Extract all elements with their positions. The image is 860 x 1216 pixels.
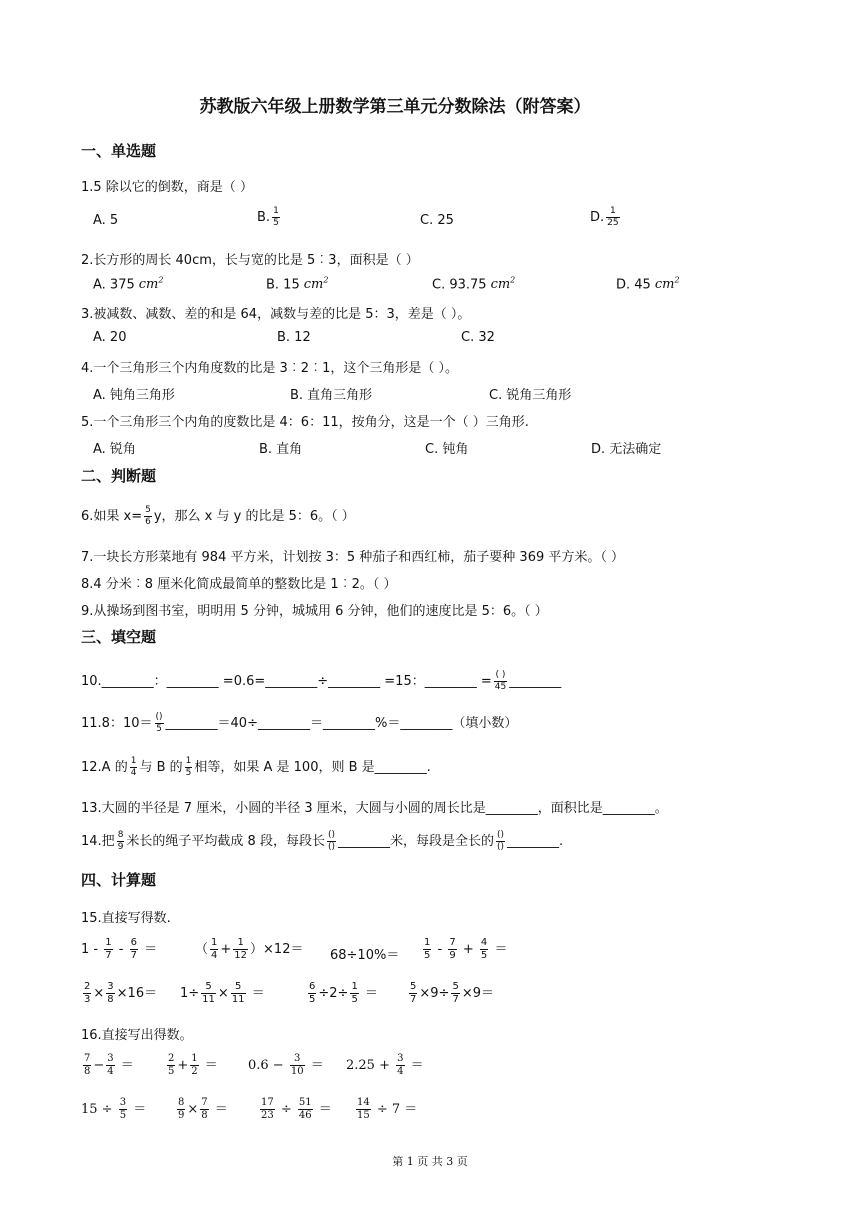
question-9: 9.从操场到图书室，明明用 5 分钟，城城用 6 分钟，他们的速度比是 5：6。（ ） <box>81 604 548 619</box>
option-d: D. 无法确定 <box>591 442 662 457</box>
expression: $\frac{2}{3}$ × $\frac{3}{8}$ ×16＝ <box>84 981 158 1005</box>
question-7: 7.一块长方形菜地有 984 平方米，计划按 3：5 种茄子和西红柿，茄子要种 369 平方米。（ ） <box>81 550 624 565</box>
section-heading: 一、单选题 <box>81 142 157 160</box>
section-heading: 三、填空题 <box>81 628 157 646</box>
expression: 0.6 − $\frac{3}{10}$ ＝ <box>248 1053 324 1077</box>
question-11: 11.8：10＝ $\frac{()}{5}$ ________＝40÷________＝________%＝________（填小数） <box>81 712 518 734</box>
question-3: 3.被减数、减数、差的和是 64，减数与差的比是 5：3，差是（ ）。 <box>81 307 471 322</box>
question-15: 15.直接写得数. <box>81 911 171 926</box>
expression: $\frac{7}{8}$ − $\frac{3}{4}$ ＝ <box>84 1053 134 1077</box>
question-14: 14.把 $\frac{8}{9}$ 米长的绳子平均截成 8 段，每段长 $\frac{()}{()}$ ________米，每段是全长的 $\frac{()}{()}$ ________. <box>81 830 564 852</box>
option-d: D. $\frac{1}{25}$ <box>590 206 619 228</box>
page-title: 苏教版六年级上册数学第三单元分数除法（附答案） <box>199 97 591 117</box>
section-heading: 四、计算题 <box>81 871 157 889</box>
option-b: B. 直角三角形 <box>290 388 373 403</box>
option-c: C. 钝角 <box>425 442 469 457</box>
option-c: C. 32 <box>461 330 495 345</box>
expression: $\frac{6}{5}$ ÷2÷ $\frac{1}{5}$ ＝ <box>309 981 378 1005</box>
question-6: 6.如果 x= $\frac{5}{6}$ y，那么 x 与 y 的比是 5：6。（ ） <box>81 505 355 527</box>
expression: $\frac{14}{15}$ ÷ 7 ＝ <box>357 1097 418 1121</box>
question-13: 13.大圆的半径是 7 厘米，小圆的半径 3 厘米，大圆与小圆的周长比是________，面积比是________。 <box>81 801 668 816</box>
option-a: A. 5 <box>93 213 119 228</box>
option-b: B. 12 <box>277 330 311 345</box>
option-d: D. 45 $cm^2$ <box>616 276 680 293</box>
section-heading: 二、判断题 <box>81 467 157 485</box>
question-16: 16.直接写出得数。 <box>81 1028 193 1043</box>
question-5: 5.一个三角形三个内角的度数比是 4：6：11，按角分，这是一个（ ）三角形. <box>81 415 529 430</box>
expression: 1 - $\frac{1}{7}$ - $\frac{6}{7}$ ＝ <box>81 937 158 961</box>
option-b: B. 15 $cm^2$ <box>266 276 329 293</box>
expression: 1÷ $\frac{5}{11}$ × $\frac{5}{11}$ ＝ <box>180 981 265 1005</box>
option-a: A. 375 $cm^2$ <box>93 276 164 293</box>
option-c: C. 锐角三角形 <box>489 388 572 403</box>
expression: 68÷10%＝ <box>330 948 400 963</box>
option-a: A. 锐角 <box>93 442 136 457</box>
expression: 2.25 + $\frac{3}{4}$ ＝ <box>346 1053 424 1077</box>
expression: （ $\frac{1}{4}$ + $\frac{1}{12}$ ）×12＝ <box>195 937 304 961</box>
option-b: B. $\frac{1}{5}$ <box>257 206 279 228</box>
page-footer: 第 1 页 共 3 页 <box>392 1155 468 1168</box>
expression: $\frac{8}{9}$ × $\frac{7}{8}$ ＝ <box>178 1097 228 1121</box>
expression: 15 ÷ $\frac{3}{5}$ ＝ <box>81 1097 147 1121</box>
option-b: B. 直角 <box>259 442 303 457</box>
expression: $\frac{5}{7}$ ×9÷ $\frac{5}{7}$ ×9＝ <box>410 981 494 1005</box>
option-a: A. 钝角三角形 <box>93 388 175 403</box>
option-c: C. 25 <box>420 213 454 228</box>
question-2: 2.长方形的周长 40cm，长与宽的比是 5︰3，面积是（ ） <box>81 253 419 268</box>
question-1: 1.5 除以它的倒数，商是（ ） <box>81 180 253 195</box>
question-12: 12.A 的 $\frac{1}{4}$ 与 B 的 $\frac{1}{5}$ 相等，如果 A 是 100，则 B 是________. <box>81 756 431 778</box>
expression: $\frac{1}{5}$ - $\frac{7}{9}$ + $\frac{4}{5}$ ＝ <box>424 937 508 961</box>
question-10: 10.________：________ =0.6=________÷________ =15：________ = $\frac{( )}{45}$ ________ <box>81 670 562 692</box>
expression: $\frac{17}{23}$ ÷ $\frac{51}{46}$ ＝ <box>261 1097 332 1121</box>
option-c: C. 93.75 $cm^2$ <box>432 276 516 293</box>
question-4: 4.一个三角形三个内角度数的比是 3︰2︰1，这个三角形是（ ）。 <box>81 361 458 376</box>
question-8: 8.4 分米︰8 厘米化简成最简单的整数比是 1︰2。（ ） <box>81 577 397 592</box>
option-a: A. 20 <box>93 330 127 345</box>
expression: $\frac{2}{5}$ + $\frac{1}{2}$ ＝ <box>168 1053 218 1077</box>
